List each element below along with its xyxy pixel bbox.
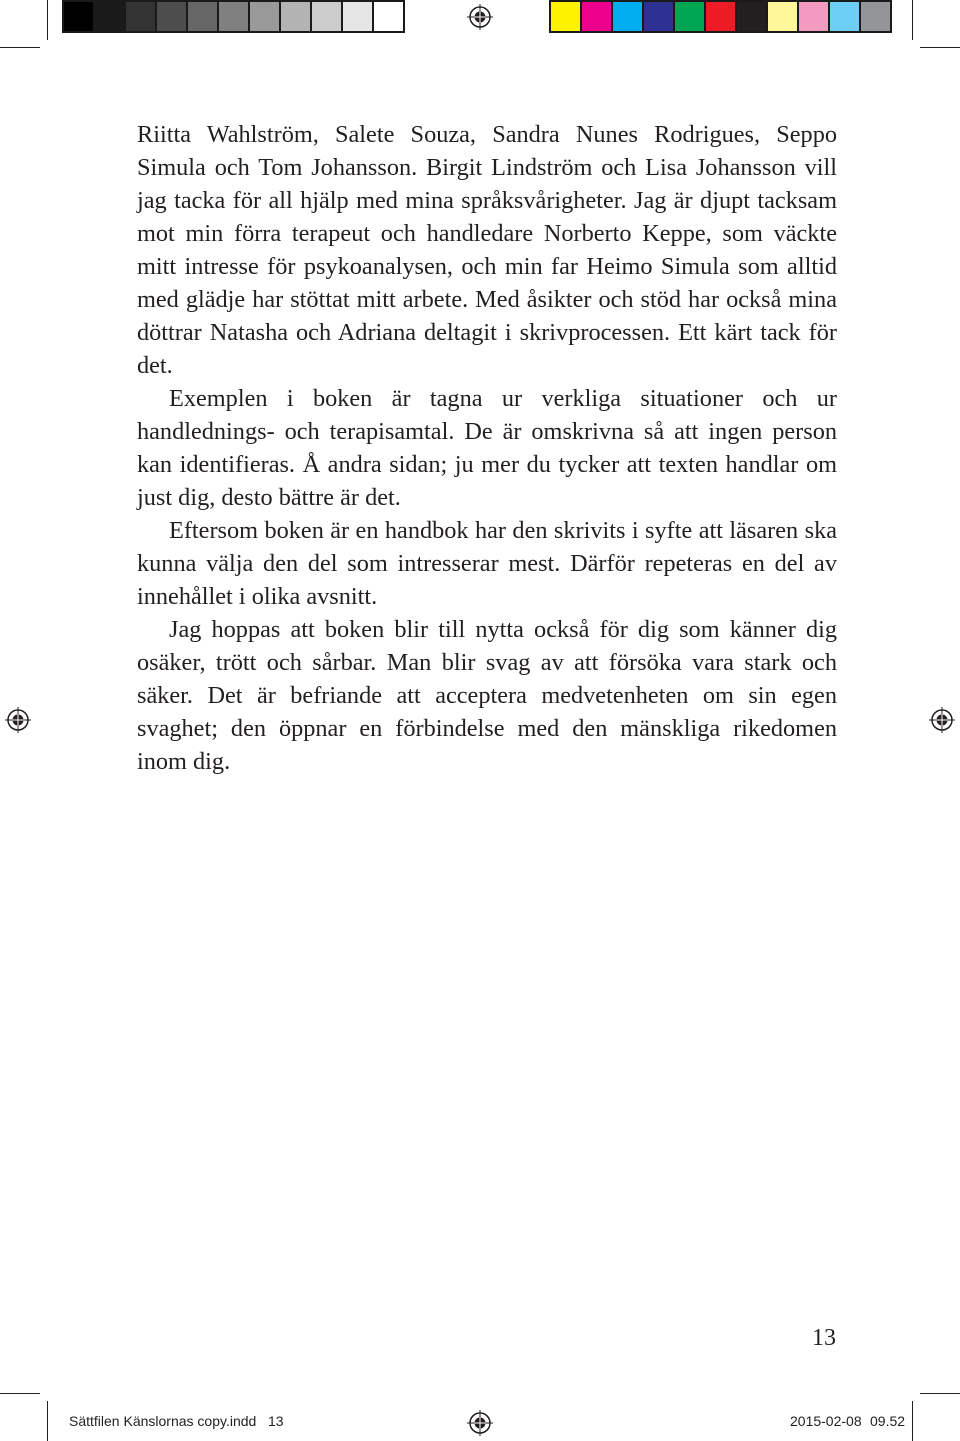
gray-swatch <box>217 0 248 33</box>
gray-swatch <box>279 0 310 33</box>
paragraph: Riitta Wahlström, Salete Souza, Sandra Nunes Rodrigues, Seppo Simula och Tom Johansson. Birgit Lindström och Lisa Johansson vill jag tacka för all hjälp med mina språksvårigheter. Jag är djupt tacksam mot min förra terapeut och handledare Norberto Keppe, som väckte mitt intresse för psykoanalysen, och min far Heimo Simula som alltid med glädje har stöttat mitt arbete. Med åsikter och stöd har också mina döttrar Natasha och Adriana deltagit i skrivprocessen. Ett kärt tack för det. <box>137 121 837 379</box>
grayscale-color-bar <box>62 0 405 33</box>
color-swatch <box>611 0 642 33</box>
crop-mark <box>912 0 913 40</box>
crop-mark <box>47 1401 48 1441</box>
gray-swatch <box>372 0 405 33</box>
color-swatch <box>580 0 611 33</box>
color-swatch <box>828 0 859 33</box>
gray-swatch <box>186 0 217 33</box>
crop-mark <box>0 47 40 48</box>
gray-swatch <box>155 0 186 33</box>
slug-date: 2015-02-08 <box>790 1413 862 1429</box>
crop-mark <box>0 1393 40 1394</box>
paragraph: Eftersom boken är en handbok har den skrivits i syfte att läsaren ska kunna välja den del som intresserar mest. Därför repeteras en del av innehållet i olika avsnitt. <box>137 517 837 610</box>
crop-mark <box>920 1393 960 1394</box>
crop-mark <box>912 1401 913 1441</box>
slug-filename: Sättfilen Känslornas copy.indd 13 <box>69 1413 284 1429</box>
color-swatch <box>642 0 673 33</box>
crop-mark <box>47 0 48 40</box>
registration-mark-icon <box>467 4 493 30</box>
color-swatch <box>704 0 735 33</box>
slug-time: 09.52 <box>870 1413 906 1429</box>
color-swatch <box>797 0 828 33</box>
registration-mark-icon <box>467 1410 493 1436</box>
gray-swatch <box>124 0 155 33</box>
paragraph: Exemplen i boken är tagna ur verkliga situationer och ur handlednings- och terapisamtal. De är omskrivna så att ingen person kan identifieras. Å andra sidan; ju mer du tycker att texten handlar om just dig, desto bättre är det. <box>137 385 837 511</box>
process-color-bar <box>549 0 892 33</box>
registration-mark-icon <box>5 707 31 733</box>
color-swatch <box>673 0 704 33</box>
gray-swatch <box>310 0 341 33</box>
color-swatch <box>859 0 892 33</box>
color-swatch <box>549 0 580 33</box>
gray-swatch <box>341 0 372 33</box>
body-text <box>137 118 837 778</box>
paragraph: Jag hoppas att boken blir till nytta också för dig som känner dig osäker, trött och sårbar. Man blir svag av att försöka vara stark och säker. Det är befriande att acceptera medvetenheten om sin egen svaghet; den öppnar en förbindelse med den mänskliga rikedomen inom dig. <box>137 616 837 775</box>
gray-swatch <box>93 0 124 33</box>
gray-swatch <box>62 0 93 33</box>
color-swatch <box>735 0 766 33</box>
registration-mark-icon <box>929 707 955 733</box>
gray-swatch <box>248 0 279 33</box>
color-swatch <box>766 0 797 33</box>
page-number: 13 <box>812 1325 836 1351</box>
crop-mark <box>920 47 960 48</box>
